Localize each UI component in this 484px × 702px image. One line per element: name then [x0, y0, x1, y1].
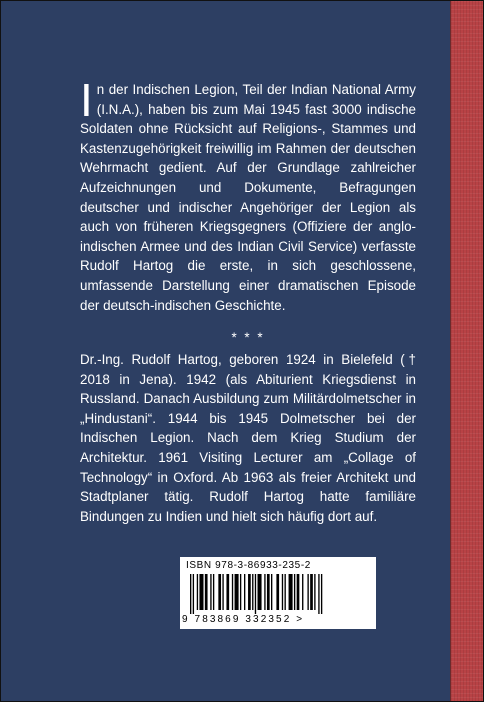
barcode-bar — [193, 574, 194, 614]
barcode-bar — [310, 574, 313, 610]
barcode-bar — [302, 574, 303, 610]
description-paragraph — [80, 74, 416, 315]
barcode-bar — [226, 574, 229, 610]
barcode-icon — [186, 574, 370, 614]
barcode-bar — [235, 574, 239, 610]
barcode-bar — [294, 574, 295, 610]
barcode-bar — [289, 574, 293, 610]
barcode-digits: 9 783869 332352 > — [182, 614, 305, 625]
barcode-bar — [276, 574, 279, 610]
barcode-bar — [197, 574, 198, 610]
barcode-bar — [199, 574, 203, 610]
barcode-bar — [252, 574, 253, 610]
barcode-bar — [285, 574, 286, 610]
barcode-bar — [258, 574, 262, 610]
barcode-bar — [282, 574, 283, 610]
barcode-bar — [271, 574, 272, 610]
barcode-bar — [318, 574, 319, 614]
description-text: n der Indischen Legion, Teil der Indian National Army (I.N.A.), haben bis zum Mai 1945 fast 3000 indische Soldaten ohne Rücksicht auf Religions-, Stammes und Kastenzugehörigkeit freiwillig im Rahmen der deutschen Wehrmacht gedient. Auf der Grundlage zahlreicher Aufzeichnungen und Dokumente, Befragungen deutscher und indischer Angehöriger der Legion als auch von früheren Kriegsgegners (Offiziere der anglo-indischen Armee und des Indian Civil Service) verfasste Rudolf Hartog die erste, in sich geschlossene, umfassende Darstellung einer dramatischen Episode der deutsch-indischen Geschichte. — [80, 82, 416, 313]
isbn-barcode-box — [180, 557, 376, 629]
barcode-bar — [210, 574, 211, 610]
barcode-bar — [264, 574, 265, 610]
barcode-bar — [248, 574, 251, 610]
barcode-bar — [255, 574, 256, 614]
isbn-label: ISBN 978-3-86933-235-2 — [186, 560, 311, 571]
barcode-bar — [267, 574, 270, 610]
spine-strip — [450, 0, 484, 702]
barcode-bar — [222, 574, 223, 610]
barcode-bar — [314, 574, 315, 610]
barcode-bar — [218, 574, 221, 610]
barcode-bar — [240, 574, 241, 610]
barcode-bar — [307, 574, 308, 610]
barcode-bar — [232, 574, 233, 610]
drop-cap-letter: I — [80, 74, 93, 126]
barcode-bar — [321, 574, 322, 614]
barcode-bar — [213, 574, 214, 610]
barcode-bar — [244, 574, 245, 610]
barcode-bar — [205, 574, 208, 610]
barcode-bar — [297, 574, 300, 610]
section-separator: * * * — [231, 330, 265, 345]
barcode-bar — [190, 574, 191, 614]
author-bio-paragraph: Dr.-Ing. Rudolf Hartog, geboren 1924 in Bielefeld († 2018 in Jena). 1942 (als Abiturient Kriegsdienst in Russland. Danach Ausbildung zum Militärdolmetscher in „Hindustani“. 1944 bis 1945 Dolmetscher bei der Indischen Legion. Nach dem Krieg Studium der Architektur. 1961 Visiting Lecturer am „Collage of Technology“ in Oxford. Ab 1963 als freier Architekt und Stadtplaner tätig. Rudolf Hartog hatte familiäre Bindungen zu Indien und hielt sich häufig dort auf. — [80, 352, 416, 524]
